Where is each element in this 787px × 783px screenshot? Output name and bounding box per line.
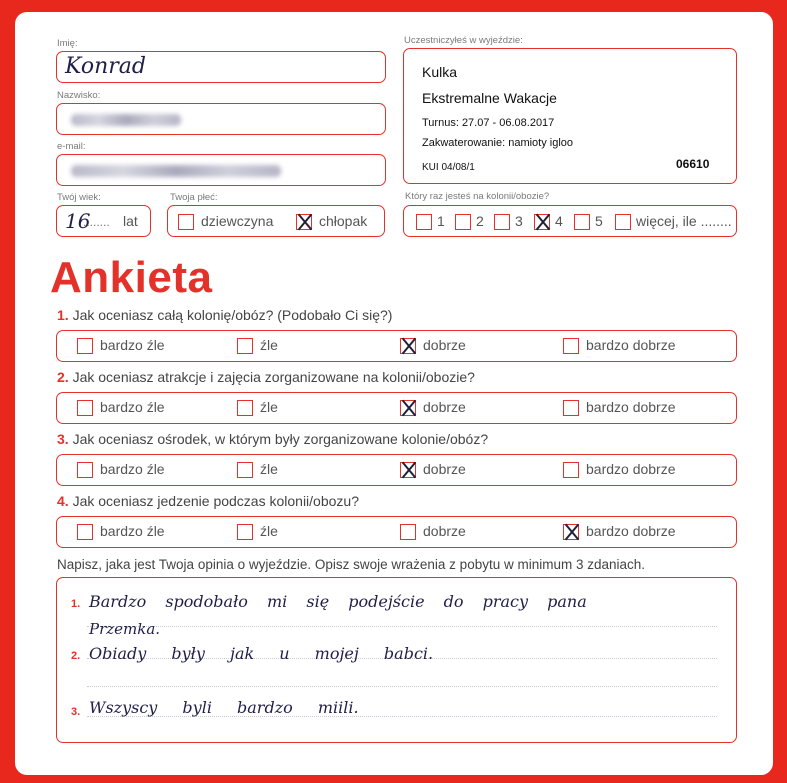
question-3-answers (56, 454, 737, 486)
question-2-text (57, 369, 475, 385)
email-field[interactable] (56, 154, 386, 186)
answer-checkbox-bardzo-dobrze[interactable] (563, 400, 579, 416)
opinion-line-1: Bardzo spodobało mi się podejście do pracy pana (89, 592, 587, 611)
question-1-text (57, 307, 392, 323)
email-label: e-mail: (57, 141, 86, 152)
question-2-answers (56, 392, 737, 424)
question-label: Jak oceniasz ośrodek, w którym były zorganizowane kolonie/obóz? (72, 431, 489, 447)
answer-checkbox-dobrze[interactable] (400, 400, 416, 416)
answer-label-bardzo-zle: bardzo źle (100, 399, 165, 415)
surname-redacted (71, 114, 181, 126)
name-value: Konrad (65, 54, 146, 79)
question-3-text (57, 431, 488, 447)
answer-checkbox-bardzo-zle[interactable] (77, 338, 93, 354)
answer-label-bardzo-zle: bardzo źle (100, 461, 165, 477)
answer-label-dobrze: dobrze (423, 337, 466, 353)
answer-checkbox-zle[interactable] (237, 400, 253, 416)
answer-checkbox-zle[interactable] (237, 462, 253, 478)
question-1-answers (56, 330, 737, 362)
opinion-line-2: Obiady były jak u mojej babci. (89, 644, 434, 663)
trip-name: Kulka (422, 64, 458, 80)
surname-label: Nazwisko: (57, 90, 101, 101)
times-label-more: więcej, ile ........ (636, 213, 732, 229)
trip-code: KUI 04/08/1 (422, 162, 475, 173)
times-label-1: 1 (437, 213, 445, 229)
trip-info-box (403, 48, 737, 184)
gender-female-checkbox[interactable] (178, 214, 194, 230)
gender-female-label: dziewczyna (201, 213, 274, 229)
answer-label-bardzo-dobrze: bardzo dobrze (586, 337, 676, 353)
times-field (403, 205, 737, 237)
question-4-answers (56, 516, 737, 548)
age-unit: lat (123, 213, 138, 229)
question-label: Jak oceniasz całą kolonię/obóz? (Podobało Ci się?) (72, 307, 393, 323)
gender-male-label: chłopak (319, 213, 368, 229)
answer-checkbox-dobrze[interactable] (400, 462, 416, 478)
answer-label-zle: źle (260, 399, 278, 415)
times-checkbox-4[interactable] (534, 214, 550, 230)
answer-checkbox-bardzo-dobrze[interactable] (563, 524, 579, 540)
answer-checkbox-zle[interactable] (237, 524, 253, 540)
gender-field (167, 205, 385, 237)
answer-label-bardzo-dobrze: bardzo dobrze (586, 523, 676, 539)
times-label-5: 5 (595, 213, 603, 229)
writing-line (87, 686, 717, 687)
answer-checkbox-bardzo-zle[interactable] (77, 524, 93, 540)
surname-field[interactable] (56, 103, 386, 135)
age-label: Twój wiek: (57, 192, 101, 203)
trip-turnus: Turnus: 27.07 - 06.08.2017 (422, 117, 555, 129)
answer-checkbox-bardzo-dobrze[interactable] (563, 338, 579, 354)
question-number: 4. (57, 493, 69, 509)
age-value: 16 (65, 209, 91, 233)
answer-checkbox-bardzo-zle[interactable] (77, 400, 93, 416)
answer-checkbox-dobrze[interactable] (400, 524, 416, 540)
survey-title: Ankieta (50, 253, 213, 302)
times-label-2: 2 (476, 213, 484, 229)
gender-label: Twoja płeć: (170, 192, 218, 203)
opinion-number-1: 1. (71, 598, 81, 610)
opinion-number-3: 3. (71, 706, 81, 718)
writing-line (87, 626, 717, 627)
times-checkbox-more[interactable] (615, 214, 631, 230)
email-redacted (71, 165, 281, 177)
times-label-4: 4 (555, 213, 563, 229)
question-number: 3. (57, 431, 69, 447)
times-checkbox-5[interactable] (574, 214, 590, 230)
answer-checkbox-bardzo-zle[interactable] (77, 462, 93, 478)
trip-number: 06610 (676, 157, 710, 171)
times-checkbox-3[interactable] (494, 214, 510, 230)
age-field[interactable] (56, 205, 151, 237)
times-checkbox-1[interactable] (416, 214, 432, 230)
name-field[interactable] (56, 51, 386, 83)
answer-label-bardzo-zle: bardzo źle (100, 523, 165, 539)
question-4-text (57, 493, 359, 509)
answer-checkbox-zle[interactable] (237, 338, 253, 354)
question-number: 2. (57, 369, 69, 385)
answer-label-bardzo-zle: bardzo źle (100, 337, 165, 353)
question-label: Jak oceniasz jedzenie podczas kolonii/obozu? (72, 493, 359, 509)
times-label: Który raz jesteś na kolonii/obozie? (405, 191, 550, 202)
opinion-line-1-cont: Przemka. (89, 620, 161, 638)
answer-checkbox-dobrze[interactable] (400, 338, 416, 354)
times-checkbox-2[interactable] (455, 214, 471, 230)
times-label-3: 3 (515, 213, 523, 229)
answer-label-bardzo-dobrze: bardzo dobrze (586, 461, 676, 477)
answer-checkbox-bardzo-dobrze[interactable] (563, 462, 579, 478)
gender-male-checkbox[interactable] (296, 214, 312, 230)
answer-label-zle: źle (260, 523, 278, 539)
trip-program: Ekstremalne Wakacje (422, 90, 557, 106)
opinion-prompt: Napisz, jaka jest Twoja opinia o wyjeździe. Opisz swoje wrażenia z pobytu w minimum 3 zdaniach. (57, 557, 646, 572)
opinion-number-2: 2. (71, 650, 81, 662)
answer-label-dobrze: dobrze (423, 399, 466, 415)
answer-label-dobrze: dobrze (423, 461, 466, 477)
opinion-box[interactable] (56, 577, 737, 743)
trip-label: Uczestniczyłeś w wyjeździe: (404, 35, 523, 46)
answer-label-zle: źle (260, 337, 278, 353)
answer-label-zle: źle (260, 461, 278, 477)
trip-accommodation: Zakwaterowanie: namioty igloo (422, 137, 574, 149)
question-number: 1. (57, 307, 69, 323)
name-label: Imię: (57, 38, 78, 49)
question-label: Jak oceniasz atrakcje i zajęcia zorganizowane na kolonii/obozie? (72, 369, 475, 385)
age-dots: ........ (83, 215, 110, 229)
answer-label-bardzo-dobrze: bardzo dobrze (586, 399, 676, 415)
answer-label-dobrze: dobrze (423, 523, 466, 539)
opinion-line-3: Wszyscy byli bardzo miili. (89, 698, 359, 717)
